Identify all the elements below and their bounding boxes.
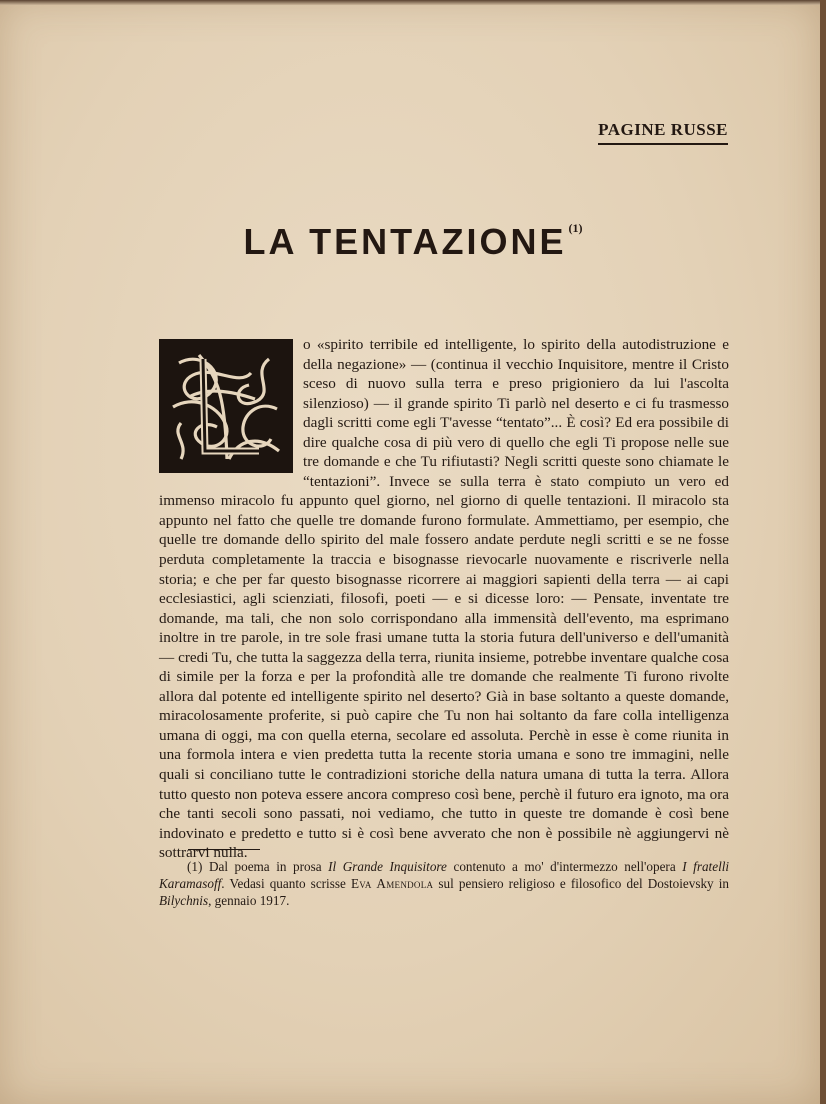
title-footnote-marker: (1) <box>568 221 583 235</box>
footnote-text-2: contenuto a mo' d'intermezzo nell'opera <box>453 859 676 874</box>
footnote-work-2: I fratelli Karamasoff <box>159 859 730 891</box>
footnote-number: (1) <box>187 859 203 874</box>
page-top-edge <box>0 0 826 5</box>
drop-cap-illustration <box>159 339 293 473</box>
section-header: PAGINE RUSSE <box>598 120 728 145</box>
footnote <box>159 858 729 909</box>
footnote-divider <box>188 849 260 850</box>
ornamental-drop-cap <box>159 339 293 473</box>
page-right-edge <box>820 0 826 1104</box>
footnote-journal: Bilychnis <box>159 893 209 908</box>
title-text: LA TENTAZIONE <box>243 221 567 262</box>
article-paragraph: o «spirito terribile ed intelligente, lo spirito della autodistruzione e della negazione» — (continua il vecchio Inquisitore, mentre il Cristo sceso di nuovo sulla terra e preso prigioniero da lui l'ascolta silenzioso) — il grande spirito Ti parlò nel deserto e ci fu trasmesso dagli scritti come egli T'avesse “tentato”... È così? Ed era possibile di dire qualche cosa di più vero di quello che egli Ti propose nelle sue tre domande e che Tu rifiutasti? Negli scritti queste sono chiamate le “tentazioni”. Invece se sulla terra è stato compiuto un vero ed immenso miracolo fu appunto quel giorno, nel giorno di quelle tentazioni. Il miracolo sta appunto nel fatto che quelle tre domande furono formulate. Ammettiamo, per esempio, che quelle tre domande dello spirito del male fossero andate perdute negli scritti e se ne fosse perduta completamente la traccia e bisognasse rievocarle nuovamente e riscriverle nella storia; e che per far questo bisognasse ricorrere ai maggiori sapienti della terra — ai capi ecclesiastici, agli scienziati, filosofi, poeti — e si dicesse loro: — Pensate, inventate tre domande, ma tali, che non solo corrispondano alla immensità dell'evento, ma esprimano inoltre in tre parole, in tre sole frasi umane tutta la storia futura dell'universo e dell'umanità — credi Tu, che tutta la saggezza della terra, riunita insieme, potrebbe inventare qualche cosa di simile per la forza e per la profondità alle tre domande che realmente Ti furono rivolte allora dal potente ed intelligente spirito nel deserto? Già in base soltanto a queste domande, miracolosamente proferite, si può capire che Tu non hai soltanto da fare colla intelligenza umana di oggi, ma con quella eterna, secolare ed assoluta. Perchè in esse è come riunita in una formola intera e vien predetta tutta la recente storia umana e sono tre immagini, nelle quali si conciliano tutte le contradizioni storiche della natura umana di tutta la terra. Allora tutto questo non poteva essere ancora compreso così bene, perchè il futuro era ignoto, ma ora che tanti secoli sono passati, noi vediamo, che tutto in queste tre domande è così bene indovinato e predetto e tutto si è così bene avverato che non è possibile nè aggiungervi nè sottrarvi nulla. <box>159 336 729 862</box>
article-title <box>0 221 826 263</box>
footnote-text-5: , gennaio 1917. <box>208 893 290 908</box>
footnote-work-1: Il Grande Inquisitore <box>328 859 447 874</box>
footnote-text-3: . Vedasi quanto scrisse <box>221 876 346 891</box>
footnote-text-1: Dal poema in prosa <box>208 859 322 874</box>
footnote-author: Eva Amendola <box>350 876 434 891</box>
footnote-text-4: sul pensiero religioso e filosofico del Dostoievsky in <box>438 876 729 891</box>
article-body <box>159 335 729 863</box>
